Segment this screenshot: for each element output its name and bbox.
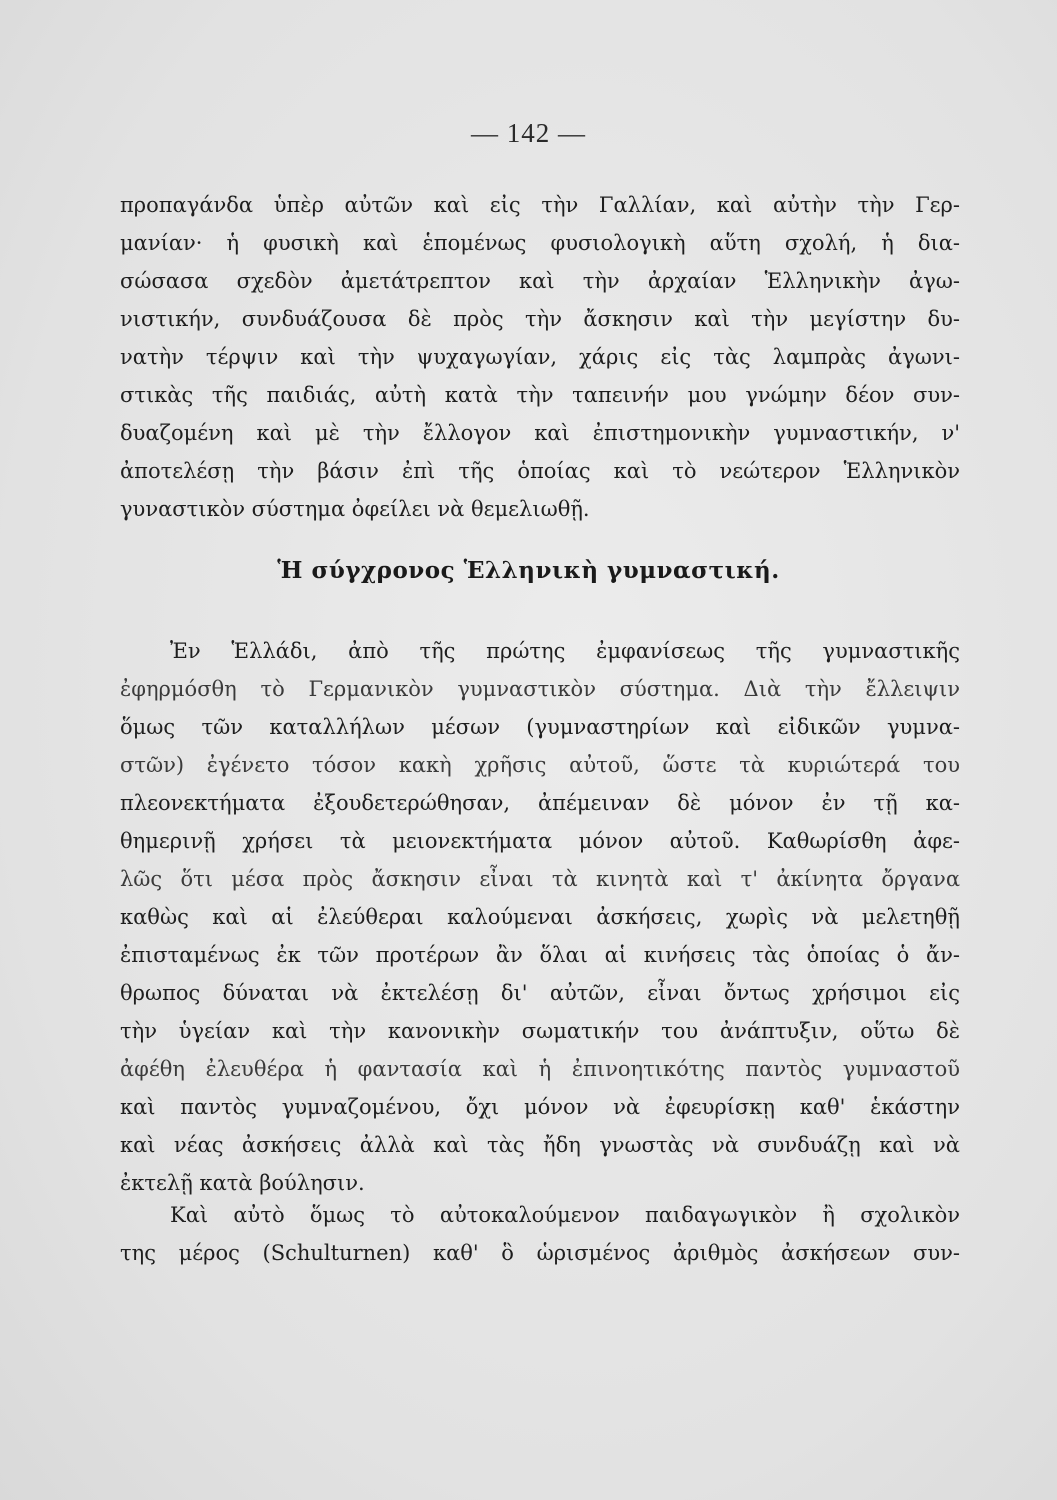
text-line: ἐφηρμόσθη τὸ Γερμανικὸν γυμναστικὸν σύστημα. Διὰ τὴν ἔλλειψιν (120, 677, 960, 701)
text-line: καὶ παντὸς γυμναζομένου, ὄχι μόνον νὰ ἐφευρίσκῃ καθ' ἑκάστην (120, 1095, 960, 1119)
text-line: προπαγάνδα ὑπὲρ αὐτῶν καὶ εἰς τὴν Γαλλίαν, καὶ αὐτὴν τὴν Γερ- (120, 193, 960, 217)
text-line: καὶ νέας ἀσκήσεις ἀλλὰ καὶ τὰς ἤδη γνωστὰς νὰ συνδυάζῃ καὶ νὰ (120, 1133, 960, 1157)
text-line: δυαζομένη καὶ μὲ τὴν ἔλλογον καὶ ἐπιστημονικὴν γυμναστικήν, ν' (120, 421, 960, 445)
text-line: νιστικήν, συνδυάζουσα δὲ πρὸς τὴν ἄσκησιν καὶ τὴν μεγίστην δυ- (120, 307, 960, 331)
text-line: νατὴν τέρψιν καὶ τὴν ψυχαγωγίαν, χάρις εἰς τὰς λαμπρὰς ἀγωνι- (120, 345, 960, 369)
text-line: καθὼς καὶ αἱ ἐλεύθεραι καλούμεναι ἀσκήσεις, χωρὶς νὰ μελετηθῇ (120, 905, 960, 929)
text-line: λῶς ὅτι μέσα πρὸς ἄσκησιν εἶναι τὰ κινητὰ καὶ τ' ἀκίνητα ὄργανα (120, 867, 960, 891)
text-line: Ἐν Ἑλλάδι, ἀπὸ τῆς πρώτης ἐμφανίσεως τῆς γυμναστικῆς (170, 639, 960, 663)
text-line: ὅμως τῶν καταλλήλων μέσων (γυμναστηρίων καὶ εἰδικῶν γυμνα- (120, 715, 960, 739)
paragraph-2 (120, 632, 960, 1202)
text-line: της μέρος (Schulturnen) καθ' ὃ ὡρισμένος ἀριθμὸς ἀσκήσεων συν- (120, 1241, 960, 1265)
text-line: ἀφέθη ἐλευθέρα ἡ φαντασία καὶ ἡ ἐπινοητικότης παντὸς γυμναστοῦ (120, 1057, 960, 1081)
paragraph-3 (120, 1196, 960, 1272)
text-line: μανίαν· ἡ φυσικὴ καὶ ἑπομένως φυσιολογικὴ αὕτη σχολή, ἡ δια- (120, 231, 960, 255)
section-heading: Ἡ σύγχρονος Ἑλληνικὴ γυμναστική. (277, 557, 780, 584)
text-line: ἐπισταμένως ἐκ τῶν προτέρων ἂν ὅλαι αἱ κινήσεις τὰς ὁποίας ὁ ἄν- (120, 943, 960, 967)
page-number: — 142 — (471, 118, 586, 148)
text-line: θρωπος δύναται νὰ ἐκτελέσῃ δι' αὐτῶν, εἶναι ὄντως χρήσιμοι εἰς (120, 981, 960, 1005)
text-line: σώσασα σχεδὸν ἀμετάτρεπτον καὶ τὴν ἀρχαίαν Ἑλληνικὴν ἀγω- (120, 269, 960, 293)
text-line: θημερινῇ χρήσει τὰ μειονεκτήματα μόνον αὐτοῦ. Καθωρίσθη ἀφε- (120, 829, 960, 853)
text-line: τὴν ὑγείαν καὶ τὴν κανονικὴν σωματικήν του ἀνάπτυξιν, οὕτω δὲ (120, 1019, 960, 1043)
text-line: ἀποτελέσῃ τὴν βάσιν ἐπὶ τῆς ὁποίας καὶ τὸ νεώτερον Ἑλληνικὸν (120, 459, 960, 483)
text-line: ἐκτελῇ κατὰ βούλησιν. (120, 1171, 365, 1195)
paragraph-1 (120, 186, 960, 528)
text-line: στῶν) ἐγένετο τόσον κακὴ χρῆσις αὐτοῦ, ὥστε τὰ κυριώτερά του (120, 753, 960, 777)
text-line: πλεονεκτήματα ἐξουδετερώθησαν, ἀπέμειναν δὲ μόνον ἐν τῇ κα- (120, 791, 960, 815)
text-line: γυναστικὸν σύστημα ὀφείλει νὰ θεμελιωθῇ. (120, 497, 590, 521)
text-line: Καὶ αὐτὸ ὅμως τὸ αὐτοκαλούμενον παιδαγωγικὸν ἢ σχολικὸν (170, 1203, 960, 1227)
text-line: στικὰς τῆς παιδιάς, αὐτὴ κατὰ τὴν ταπεινήν μου γνώμην δέον συν- (120, 383, 960, 407)
